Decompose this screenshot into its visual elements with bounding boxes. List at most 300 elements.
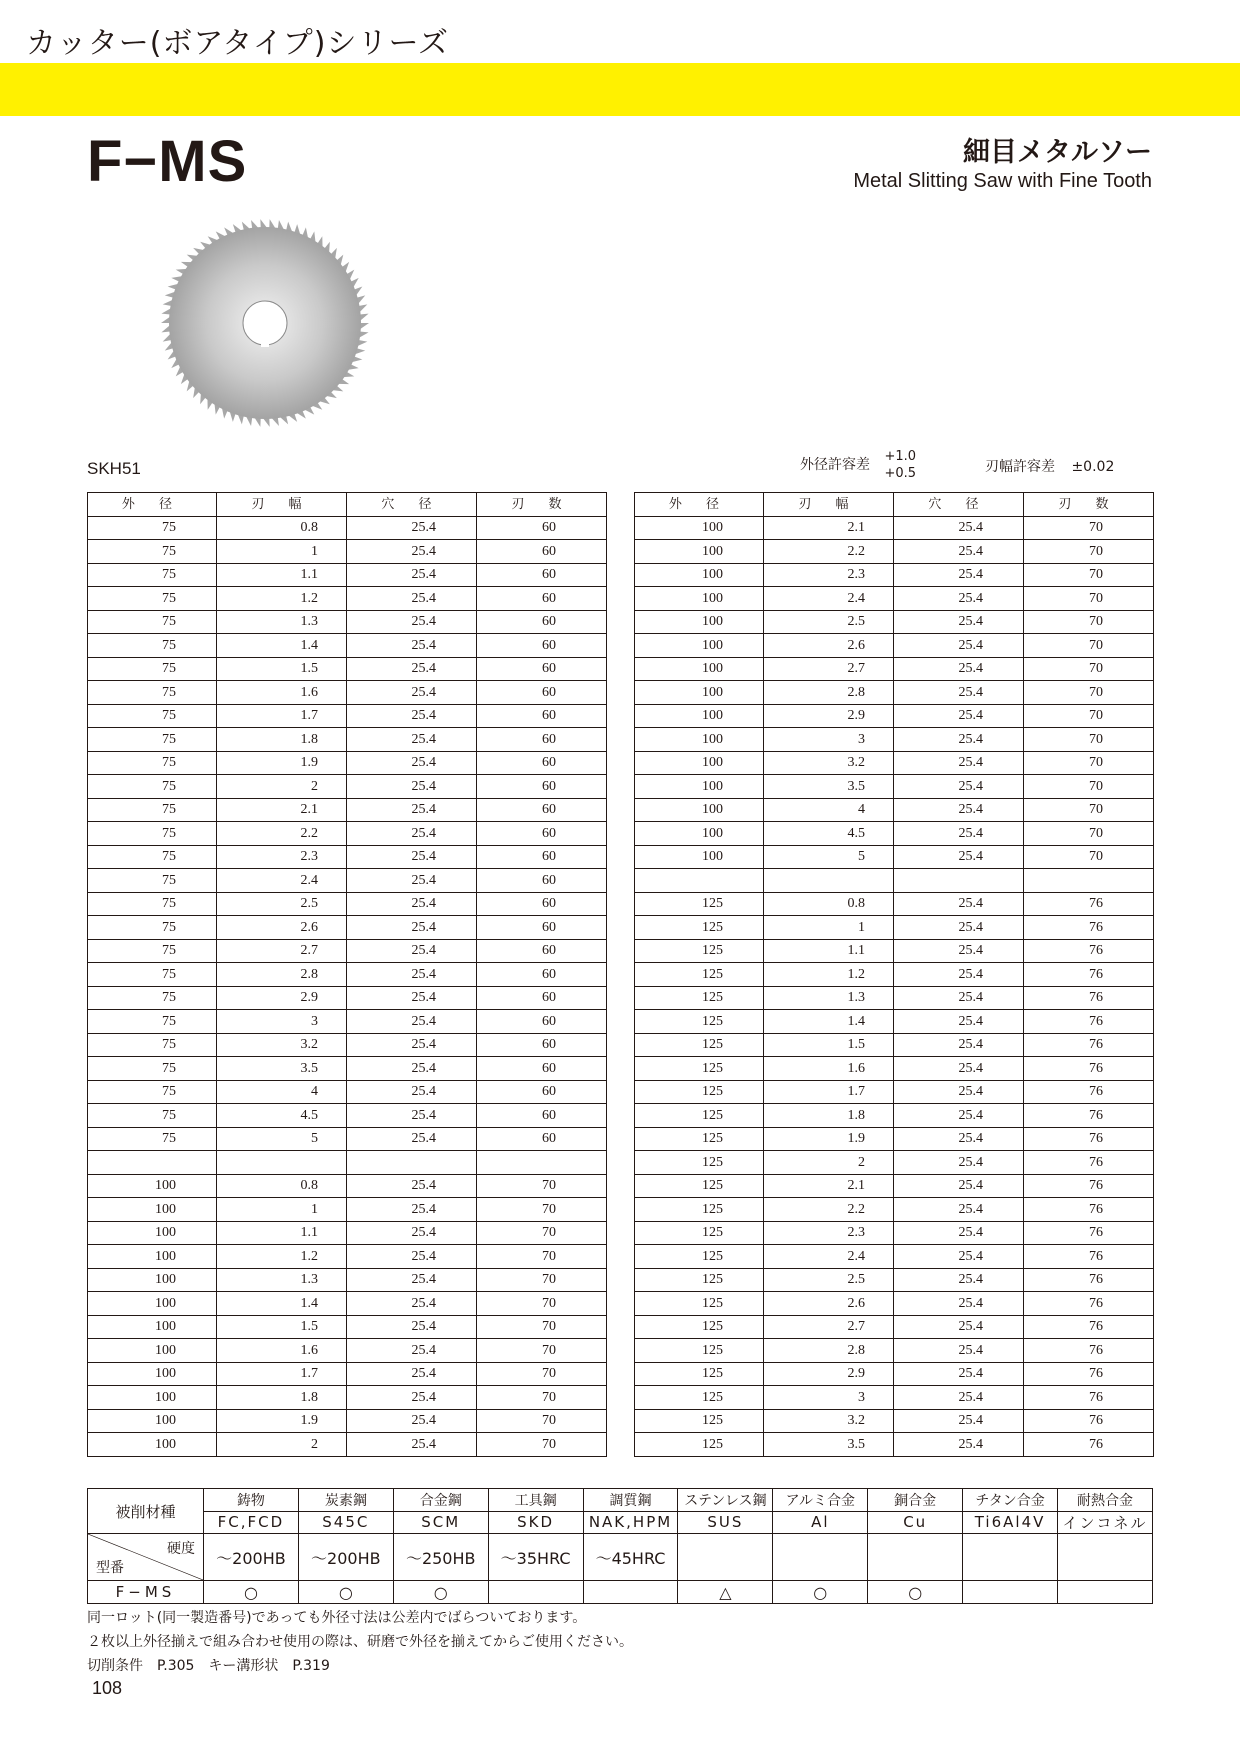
table-cell: 1.7 xyxy=(217,704,347,728)
table-cell: 2.4 xyxy=(217,869,347,893)
table-cell: 4 xyxy=(764,798,894,822)
table-cell: 75 xyxy=(88,540,217,564)
table-cell: 70 xyxy=(477,1221,607,1245)
table-cell: 75 xyxy=(88,657,217,681)
table-cell: 70 xyxy=(1024,728,1154,752)
table-cell: 1.9 xyxy=(764,1127,894,1151)
table-row xyxy=(88,869,607,893)
table-cell: 25.4 xyxy=(894,610,1024,634)
table-cell xyxy=(635,869,764,893)
table-cell: 70 xyxy=(1024,610,1154,634)
model-label: 型番 xyxy=(96,1560,124,1576)
table-cell: 70 xyxy=(1024,516,1154,540)
od-tolerance-upper: +1.0 xyxy=(884,449,917,464)
table-cell: 125 xyxy=(635,1292,764,1316)
table-row xyxy=(88,822,607,846)
table-cell: 100 xyxy=(635,516,764,540)
column-header: 刃 数 xyxy=(1024,493,1154,517)
table-cell: 25.4 xyxy=(347,845,477,869)
table-cell: 25.4 xyxy=(894,939,1024,963)
material-code: S45C xyxy=(298,1511,393,1534)
table-cell: 1.7 xyxy=(217,1362,347,1386)
table-cell: 25.4 xyxy=(894,986,1024,1010)
table-row xyxy=(635,869,1154,893)
table-cell: 76 xyxy=(1024,1198,1154,1222)
material-name: 銅合金 xyxy=(868,1489,963,1512)
table-cell: 1.1 xyxy=(217,1221,347,1245)
table-cell: 100 xyxy=(88,1292,217,1316)
material-name: 合金鋼 xyxy=(393,1489,488,1512)
table-cell: 60 xyxy=(477,516,607,540)
table-cell: 25.4 xyxy=(347,610,477,634)
table-cell: 60 xyxy=(477,1127,607,1151)
table-cell: 25.4 xyxy=(894,563,1024,587)
table-cell: 25.4 xyxy=(347,869,477,893)
table-row xyxy=(635,1151,1154,1175)
table-cell: 1.7 xyxy=(764,1080,894,1104)
table-cell: 70 xyxy=(1024,587,1154,611)
table-cell: 2.2 xyxy=(764,1198,894,1222)
table-cell: 3.2 xyxy=(217,1033,347,1057)
table-cell: 0.8 xyxy=(217,516,347,540)
table-cell: 1.4 xyxy=(764,1010,894,1034)
table-cell: 76 xyxy=(1024,963,1154,987)
table-cell: 25.4 xyxy=(894,1174,1024,1198)
table-cell: 60 xyxy=(477,1057,607,1081)
table-row xyxy=(635,657,1154,681)
table-cell: 76 xyxy=(1024,916,1154,940)
table-row xyxy=(88,728,607,752)
table-row xyxy=(635,1292,1154,1316)
table-cell: 2.6 xyxy=(764,1292,894,1316)
column-header: 刃 数 xyxy=(477,493,607,517)
table-row xyxy=(88,751,607,775)
table-cell: 25.4 xyxy=(347,1339,477,1363)
note-line: 切削条件 P.305 キー溝形状 P.319 xyxy=(87,1658,330,1674)
table-cell: 70 xyxy=(477,1386,607,1410)
material-code: NAK,HPM xyxy=(583,1511,678,1534)
table-row xyxy=(88,1409,607,1433)
table-cell: 75 xyxy=(88,563,217,587)
table-cell: 60 xyxy=(477,892,607,916)
table-cell: 2.9 xyxy=(217,986,347,1010)
table-cell: 2.1 xyxy=(764,1174,894,1198)
table-cell: 25.4 xyxy=(894,1315,1024,1339)
table-row xyxy=(88,681,607,705)
table-cell: 25.4 xyxy=(347,1104,477,1128)
table-cell: 25.4 xyxy=(894,822,1024,846)
hardness-model-header xyxy=(88,1534,204,1581)
table-cell: 3.5 xyxy=(217,1057,347,1081)
table-row xyxy=(88,610,607,634)
table-row xyxy=(635,963,1154,987)
table-row xyxy=(635,610,1154,634)
hardness-value: ～200HB xyxy=(298,1534,393,1581)
table-cell: 25.4 xyxy=(894,1433,1024,1457)
table-header-row xyxy=(635,493,1154,517)
table-cell: 75 xyxy=(88,516,217,540)
table-cell: 60 xyxy=(477,963,607,987)
table-cell: 3.5 xyxy=(764,775,894,799)
table-cell: 125 xyxy=(635,1010,764,1034)
table-row xyxy=(635,1033,1154,1057)
column-header: 刃 幅 xyxy=(217,493,347,517)
table-cell: 76 xyxy=(1024,1386,1154,1410)
table-cell: 125 xyxy=(635,1151,764,1175)
table-cell: 76 xyxy=(1024,1057,1154,1081)
table-cell: 1 xyxy=(764,916,894,940)
table-cell: 25.4 xyxy=(894,916,1024,940)
table-cell: 25.4 xyxy=(347,751,477,775)
table-header-row xyxy=(88,493,607,517)
table-cell: 76 xyxy=(1024,892,1154,916)
table-cell: 70 xyxy=(477,1362,607,1386)
notes xyxy=(87,1606,633,1678)
table-cell: 25.4 xyxy=(894,798,1024,822)
table-cell: 75 xyxy=(88,1033,217,1057)
table-cell: 1.9 xyxy=(217,1409,347,1433)
suitability-mark: ○ xyxy=(773,1581,868,1604)
table-cell: 1.6 xyxy=(217,681,347,705)
table-row xyxy=(88,892,607,916)
width-tolerance xyxy=(985,456,1114,476)
table-cell: 25.4 xyxy=(347,1433,477,1457)
suitability-mark: ○ xyxy=(393,1581,488,1604)
table-cell: 25.4 xyxy=(347,939,477,963)
table-cell: 25.4 xyxy=(894,1057,1024,1081)
note-line: ２枚以上外径揃えで組み合わせ使用の際は、研磨で外径を揃えてからご使用ください。 xyxy=(87,1634,633,1650)
table-cell: 1.5 xyxy=(217,1315,347,1339)
table-cell: 100 xyxy=(88,1339,217,1363)
table-cell: 100 xyxy=(635,540,764,564)
page-number: 108 xyxy=(92,1678,123,1698)
table-cell: 100 xyxy=(88,1221,217,1245)
suitability-mark xyxy=(1058,1581,1153,1604)
table-cell: 2.3 xyxy=(764,563,894,587)
table-cell: 125 xyxy=(635,1362,764,1386)
table-cell: 60 xyxy=(477,728,607,752)
table-cell: 70 xyxy=(477,1198,607,1222)
table-cell: 60 xyxy=(477,986,607,1010)
material-name-row xyxy=(88,1489,1153,1512)
table-cell: 60 xyxy=(477,1104,607,1128)
table-cell: 25.4 xyxy=(347,1362,477,1386)
material-name: 鋳物 xyxy=(204,1489,299,1512)
table-cell: 70 xyxy=(477,1245,607,1269)
table-cell: 75 xyxy=(88,892,217,916)
table-cell: 2.1 xyxy=(764,516,894,540)
table-cell: 100 xyxy=(88,1433,217,1457)
table-cell: 25.4 xyxy=(347,986,477,1010)
table-cell: 25.4 xyxy=(894,681,1024,705)
table-cell: 70 xyxy=(477,1174,607,1198)
table-cell: 25.4 xyxy=(347,657,477,681)
od-tolerance-label: 外径許容差 xyxy=(800,457,870,473)
table-cell: 4 xyxy=(217,1080,347,1104)
material-name: アルミ合金 xyxy=(773,1489,868,1512)
table-cell: 75 xyxy=(88,1127,217,1151)
table-row xyxy=(88,963,607,987)
table-cell: 25.4 xyxy=(894,1104,1024,1128)
material-code: Cu xyxy=(868,1511,963,1534)
table-cell: 100 xyxy=(88,1174,217,1198)
table-row xyxy=(635,1362,1154,1386)
hardness-row xyxy=(88,1534,1153,1581)
material-code: SKD xyxy=(488,1511,583,1534)
material-name: チタン合金 xyxy=(963,1489,1058,1512)
table-cell: 25.4 xyxy=(894,1221,1024,1245)
table-cell: 25.4 xyxy=(894,1033,1024,1057)
table-cell: 75 xyxy=(88,798,217,822)
table-cell: 25.4 xyxy=(347,798,477,822)
od-tolerance-lower: +0.5 xyxy=(884,466,917,481)
yellow-header-band xyxy=(0,63,1240,116)
table-cell: 25.4 xyxy=(347,1080,477,1104)
table-cell: 60 xyxy=(477,939,607,963)
table-cell: 25.4 xyxy=(894,1010,1024,1034)
table-cell: 100 xyxy=(88,1315,217,1339)
table-cell: 100 xyxy=(635,822,764,846)
table-cell: 25.4 xyxy=(894,775,1024,799)
table-cell: 25.4 xyxy=(347,1245,477,1269)
table-cell: 60 xyxy=(477,634,607,658)
material-code: インコネル xyxy=(1058,1511,1153,1534)
table-cell: 25.4 xyxy=(894,1339,1024,1363)
table-cell: 25.4 xyxy=(894,587,1024,611)
table-cell: 70 xyxy=(1024,563,1154,587)
table-cell: 25.4 xyxy=(347,916,477,940)
model-code: F−MS xyxy=(87,129,248,194)
table-row xyxy=(88,798,607,822)
table-cell: 60 xyxy=(477,798,607,822)
series-title: カッター(ボアタイプ)シリーズ xyxy=(26,26,450,61)
table-cell: 100 xyxy=(635,634,764,658)
table-cell: 100 xyxy=(88,1386,217,1410)
table-cell: 75 xyxy=(88,610,217,634)
table-cell: 76 xyxy=(1024,1362,1154,1386)
table-cell: 125 xyxy=(635,1127,764,1151)
table-cell: 3 xyxy=(764,1386,894,1410)
table-cell: 25.4 xyxy=(894,728,1024,752)
table-cell: 5 xyxy=(217,1127,347,1151)
table-cell: 125 xyxy=(635,1080,764,1104)
table-cell: 100 xyxy=(88,1245,217,1269)
table-cell: 70 xyxy=(1024,822,1154,846)
table-cell xyxy=(347,1151,477,1175)
table-cell: 125 xyxy=(635,1409,764,1433)
table-cell: 1.5 xyxy=(217,657,347,681)
table-cell: 1.1 xyxy=(764,939,894,963)
table-row xyxy=(635,587,1154,611)
table-row xyxy=(635,1315,1154,1339)
note-line: 同一ロット(同一製造番号)であっても外径寸法は公差内でばらついております。 xyxy=(87,1610,587,1626)
table-cell: 76 xyxy=(1024,1433,1154,1457)
table-cell: 60 xyxy=(477,1010,607,1034)
table-cell xyxy=(1024,869,1154,893)
hardness-value: ～45HRC xyxy=(583,1534,678,1581)
table-cell: 100 xyxy=(88,1268,217,1292)
table-cell: 125 xyxy=(635,1104,764,1128)
table-row xyxy=(635,681,1154,705)
table-row xyxy=(635,1174,1154,1198)
table-cell: 60 xyxy=(477,775,607,799)
table-cell: 76 xyxy=(1024,939,1154,963)
table-cell: 125 xyxy=(635,1386,764,1410)
spec-table-left xyxy=(87,492,607,1457)
table-cell: 25.4 xyxy=(347,1268,477,1292)
table-cell: 25.4 xyxy=(347,775,477,799)
table-cell: 75 xyxy=(88,1010,217,1034)
table-cell: 25.4 xyxy=(347,1409,477,1433)
table-cell: 2.4 xyxy=(764,1245,894,1269)
table-cell: 70 xyxy=(1024,845,1154,869)
table-cell: 2.6 xyxy=(217,916,347,940)
table-cell: 100 xyxy=(635,681,764,705)
table-cell: 25.4 xyxy=(347,1315,477,1339)
table-cell: 2 xyxy=(217,1433,347,1457)
table-cell: 2.7 xyxy=(217,939,347,963)
table-cell: 76 xyxy=(1024,1151,1154,1175)
table-cell: 76 xyxy=(1024,986,1154,1010)
table-row xyxy=(635,1057,1154,1081)
table-row xyxy=(88,704,607,728)
table-cell xyxy=(88,1151,217,1175)
table-cell: 75 xyxy=(88,916,217,940)
table-cell: 25.4 xyxy=(347,892,477,916)
table-cell: 75 xyxy=(88,963,217,987)
table-row xyxy=(88,1433,607,1457)
hardness-label: 硬度 xyxy=(167,1541,195,1557)
table-cell: 25.4 xyxy=(347,1127,477,1151)
suitability-mark xyxy=(963,1581,1058,1604)
table-row xyxy=(635,822,1154,846)
table-cell: 25.4 xyxy=(347,1174,477,1198)
table-row xyxy=(635,798,1154,822)
table-cell: 75 xyxy=(88,1104,217,1128)
table-cell: 1 xyxy=(217,540,347,564)
work-material-label: 被削材種 xyxy=(88,1489,204,1534)
table-cell: 2.1 xyxy=(217,798,347,822)
table-row xyxy=(88,563,607,587)
table-cell: 76 xyxy=(1024,1174,1154,1198)
workpiece-material-table xyxy=(87,1488,1153,1604)
table-cell: 125 xyxy=(635,892,764,916)
table-cell: 25.4 xyxy=(894,751,1024,775)
column-header: 穴 径 xyxy=(894,493,1024,517)
table-cell: 1.3 xyxy=(217,610,347,634)
table-cell: 1 xyxy=(217,1198,347,1222)
table-cell: 100 xyxy=(635,775,764,799)
table-cell: 1.3 xyxy=(764,986,894,1010)
table-cell: 1.8 xyxy=(217,1386,347,1410)
table-cell: 25.4 xyxy=(894,657,1024,681)
table-cell: 125 xyxy=(635,1033,764,1057)
table-cell: 125 xyxy=(635,963,764,987)
table-row xyxy=(635,1010,1154,1034)
table-cell xyxy=(217,1151,347,1175)
table-cell: 4.5 xyxy=(217,1104,347,1128)
material-name: ステンレス鋼 xyxy=(678,1489,773,1512)
table-cell: 25.4 xyxy=(347,1010,477,1034)
suitability-mark: ○ xyxy=(868,1581,963,1604)
table-cell: 1.4 xyxy=(217,1292,347,1316)
table-cell: 75 xyxy=(88,728,217,752)
table-cell: 2.3 xyxy=(217,845,347,869)
table-cell: 100 xyxy=(635,798,764,822)
table-cell: 76 xyxy=(1024,1292,1154,1316)
table-cell: 2.7 xyxy=(764,1315,894,1339)
table-cell: 125 xyxy=(635,1268,764,1292)
table-cell: 100 xyxy=(88,1362,217,1386)
table-cell: 100 xyxy=(635,845,764,869)
table-cell: 75 xyxy=(88,634,217,658)
table-cell: 25.4 xyxy=(894,1245,1024,1269)
hardness-value xyxy=(1058,1534,1153,1581)
table-cell: 75 xyxy=(88,1080,217,1104)
table-cell: 60 xyxy=(477,681,607,705)
table-cell: 2.9 xyxy=(764,704,894,728)
material-code-row xyxy=(88,1511,1153,1534)
suitability-mark xyxy=(488,1581,583,1604)
table-row xyxy=(635,1127,1154,1151)
table-cell: 100 xyxy=(635,657,764,681)
table-row xyxy=(88,634,607,658)
table-cell: 70 xyxy=(477,1409,607,1433)
table-cell: 70 xyxy=(1024,681,1154,705)
table-cell: 25.4 xyxy=(347,822,477,846)
suitability-mark: ○ xyxy=(298,1581,393,1604)
table-cell: 25.4 xyxy=(894,704,1024,728)
table-row xyxy=(635,939,1154,963)
table-cell: 125 xyxy=(635,1339,764,1363)
table-row xyxy=(635,892,1154,916)
table-cell: 2.6 xyxy=(764,634,894,658)
table-cell: 25.4 xyxy=(894,1409,1024,1433)
table-row xyxy=(88,657,607,681)
table-cell: 70 xyxy=(1024,540,1154,564)
table-cell: 2 xyxy=(764,1151,894,1175)
hardness-value xyxy=(868,1534,963,1581)
table-cell: 3.5 xyxy=(764,1433,894,1457)
table-cell: 1.3 xyxy=(217,1268,347,1292)
table-cell: 2.3 xyxy=(764,1221,894,1245)
table-row xyxy=(635,1198,1154,1222)
table-cell: 25.4 xyxy=(894,1151,1024,1175)
table-cell: 125 xyxy=(635,1433,764,1457)
table-cell: 60 xyxy=(477,869,607,893)
table-cell: 1.8 xyxy=(217,728,347,752)
table-cell: 60 xyxy=(477,540,607,564)
table-cell: 75 xyxy=(88,587,217,611)
table-cell: 25.4 xyxy=(894,516,1024,540)
table-row xyxy=(635,634,1154,658)
table-cell: 70 xyxy=(1024,751,1154,775)
table-cell: 1.1 xyxy=(217,563,347,587)
table-row xyxy=(635,1433,1154,1457)
table-cell: 25.4 xyxy=(894,1198,1024,1222)
material-name: 工具鋼 xyxy=(488,1489,583,1512)
table-cell: 76 xyxy=(1024,1127,1154,1151)
table-cell: 25.4 xyxy=(347,1198,477,1222)
table-row xyxy=(88,587,607,611)
table-cell: 1.6 xyxy=(764,1057,894,1081)
table-cell: 100 xyxy=(635,610,764,634)
table-cell: 76 xyxy=(1024,1245,1154,1269)
table-row xyxy=(88,1080,607,1104)
column-header: 外 径 xyxy=(88,493,217,517)
material-code: SCM xyxy=(393,1511,488,1534)
table-cell: 2.5 xyxy=(764,1268,894,1292)
